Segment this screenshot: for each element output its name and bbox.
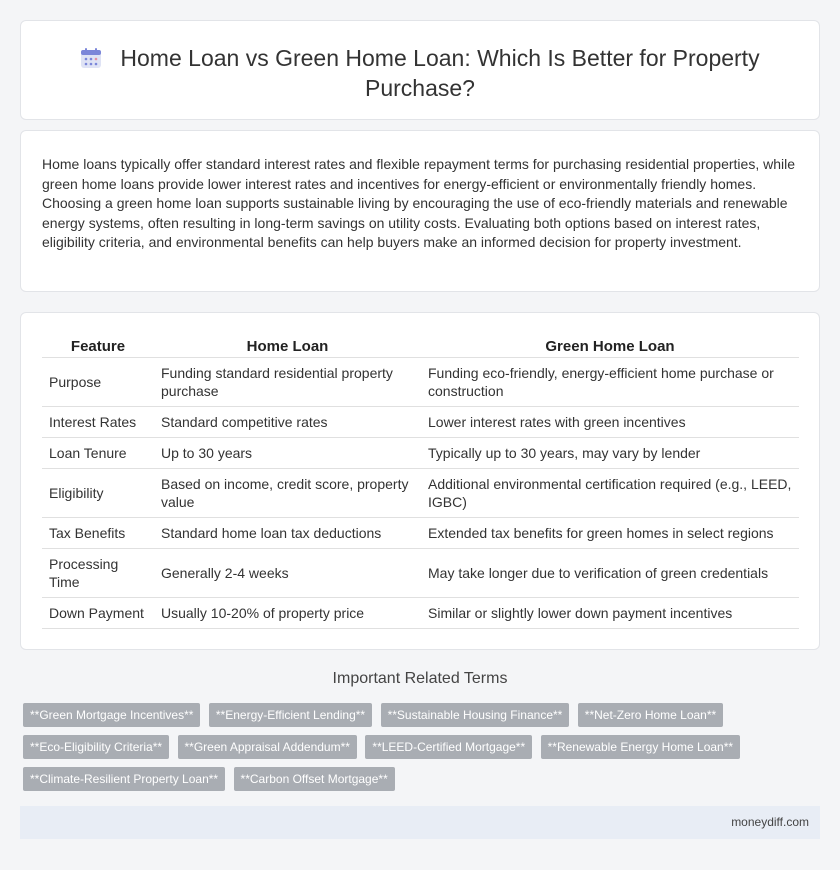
tag-energy-efficient-lending[interactable]: **Energy-Efficient Lending** [209, 703, 372, 727]
cell-home-loan: Standard home loan tax deductions [154, 517, 421, 548]
header-feature: Feature [42, 333, 154, 357]
tag-climate-resilient-property-loan[interactable]: **Climate-Resilient Property Loan** [23, 767, 225, 791]
cell-feature: Down Payment [42, 597, 154, 628]
table-row [42, 406, 799, 437]
tag-green-mortgage-incentives[interactable]: **Green Mortgage Incentives** [23, 703, 200, 727]
tag-sustainable-housing-finance[interactable]: **Sustainable Housing Finance** [381, 703, 570, 727]
cell-green-home-loan: Additional environmental certification required (e.g., LEED, IGBC) [421, 468, 799, 517]
calendar-icon [80, 47, 102, 69]
intro-card [20, 130, 820, 292]
cell-green-home-loan: May take longer due to verification of green credentials [421, 548, 799, 597]
cell-green-home-loan: Similar or slightly lower down payment incentives [421, 597, 799, 628]
title-text: Home Loan vs Green Home Loan: Which Is Better for Property Purchase? [120, 45, 760, 101]
cell-home-loan: Up to 30 years [154, 437, 421, 468]
table-header-row [42, 333, 799, 357]
related-terms-title: Important Related Terms [332, 670, 508, 687]
cell-green-home-loan: Funding eco-friendly, energy-efficient home purchase or construction [421, 357, 799, 406]
cell-feature: Interest Rates [42, 406, 154, 437]
cell-green-home-loan: Extended tax benefits for green homes in select regions [421, 517, 799, 548]
tag-carbon-offset-mortgage[interactable]: **Carbon Offset Mortgage** [234, 767, 395, 791]
header-home-loan: Home Loan [154, 333, 421, 357]
cell-green-home-loan: Lower interest rates with green incentives [421, 406, 799, 437]
cell-home-loan: Funding standard residential property purchase [154, 357, 421, 406]
cell-green-home-loan: Typically up to 30 years, may vary by lender [421, 437, 799, 468]
tag-eco-eligibility-criteria[interactable]: **Eco-Eligibility Criteria** [23, 735, 169, 759]
title-card [20, 20, 820, 120]
footer-site-link[interactable]: moneydiff.com [731, 815, 809, 829]
related-terms-tags [23, 703, 803, 799]
header-green-home-loan: Green Home Loan [421, 333, 799, 357]
tag-leed-certified-mortgage[interactable]: **LEED-Certified Mortgage** [365, 735, 532, 759]
cell-feature: Processing Time [42, 548, 154, 597]
table-row [42, 468, 799, 517]
table-row [42, 548, 799, 597]
cell-home-loan: Generally 2-4 weeks [154, 548, 421, 597]
table-row [42, 517, 799, 548]
table-row [42, 597, 799, 628]
tag-renewable-energy-home-loan[interactable]: **Renewable Energy Home Loan** [541, 735, 740, 759]
table-row [42, 357, 799, 406]
cell-home-loan: Usually 10-20% of property price [154, 597, 421, 628]
tag-net-zero-home-loan[interactable]: **Net-Zero Home Loan** [578, 703, 723, 727]
cell-feature: Tax Benefits [42, 517, 154, 548]
page-title [61, 43, 779, 103]
comparison-card [20, 312, 820, 650]
tag-green-appraisal-addendum[interactable]: **Green Appraisal Addendum** [178, 735, 357, 759]
cell-home-loan: Based on income, credit score, property value [154, 468, 421, 517]
table-row [42, 437, 799, 468]
cell-feature: Purpose [42, 357, 154, 406]
cell-feature: Loan Tenure [42, 437, 154, 468]
cell-home-loan: Standard competitive rates [154, 406, 421, 437]
comparison-table [42, 333, 799, 629]
footer [20, 806, 820, 839]
intro-paragraph: Home loans typically offer standard interest rates and flexible repayment terms for purchasing residential properties, while green home loans provide lower interest rates and incentives for energy-efficient or environmentally friendly homes. Choosing a green home loan supports sustainable living by encouraging the use of eco-friendly materials and renewable energy systems, often resulting in long-term savings on utility costs. Evaluating both options based on interest rates, eligibility criteria, and environmental benefits can help buyers make an informed decision for property investment. [42, 156, 795, 250]
cell-feature: Eligibility [42, 468, 154, 517]
